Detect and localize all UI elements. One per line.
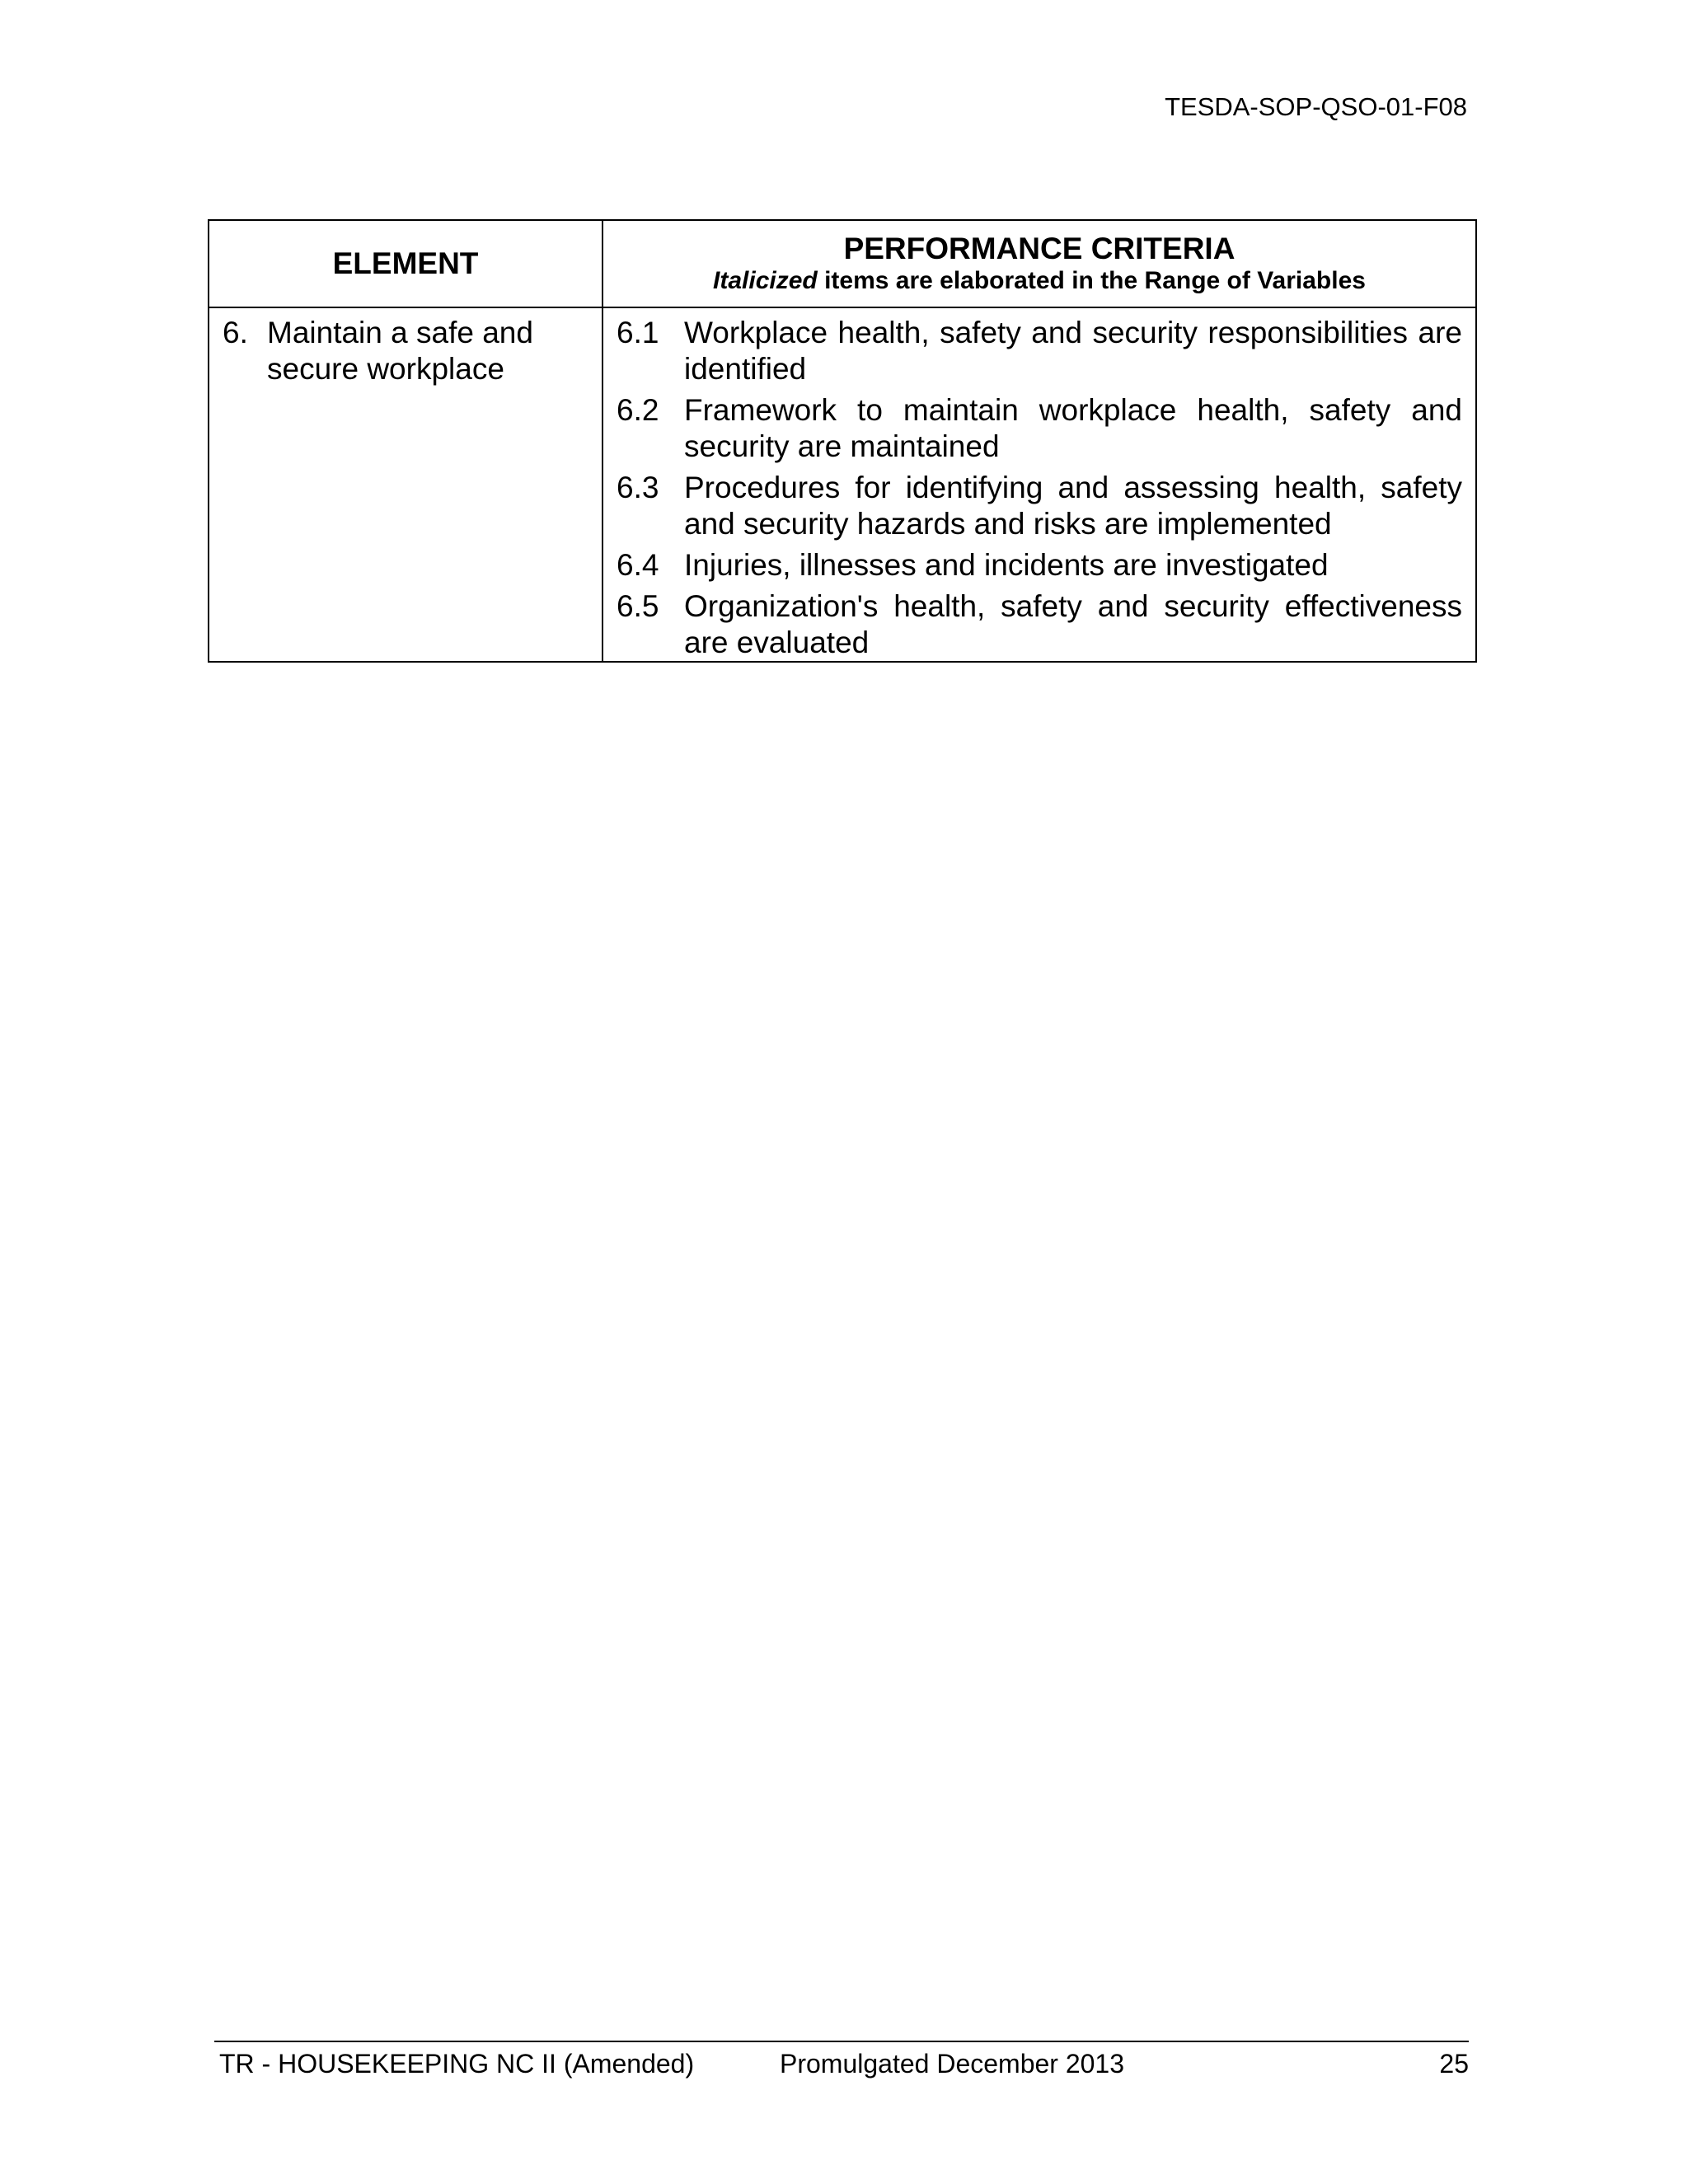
element-column-header: ELEMENT: [209, 220, 603, 307]
footer-promulgated: Promulgated December 2013: [780, 2049, 1125, 2079]
element-cell: [209, 307, 603, 662]
element-item: [223, 315, 590, 387]
criteria-number: 6.5: [617, 589, 659, 623]
element-number: 6.: [223, 316, 248, 349]
criteria-number: 6.3: [617, 471, 659, 504]
criteria-item: [617, 470, 1462, 542]
table-row: [209, 307, 1476, 662]
criteria-item: [617, 315, 1462, 387]
criteria-item: [617, 392, 1462, 465]
criteria-number: 6.4: [617, 548, 659, 582]
criteria-number: 6.1: [617, 316, 659, 349]
criteria-note-italic: Italicized: [713, 267, 818, 295]
footer-divider: [214, 2041, 1469, 2042]
criteria-column-header: [603, 220, 1476, 307]
criteria-text: Injuries, illnesses and incidents are investigated: [684, 548, 1329, 582]
criteria-cell: [603, 307, 1476, 662]
criteria-text: Organization's health, safety and security effectiveness are evaluated: [684, 589, 1462, 659]
criteria-note: [603, 267, 1475, 296]
criteria-item: [617, 547, 1462, 583]
element-text: Maintain a safe and secure workplace: [267, 316, 533, 386]
table-header-row: [209, 220, 1476, 307]
criteria-title: PERFORMANCE CRITERIA: [843, 232, 1236, 266]
page-number: 25: [1439, 2049, 1469, 2079]
criteria-text: Procedures for identifying and assessing health, safety and security hazards and risks are implemented: [684, 471, 1462, 541]
footer-title: TR - HOUSEKEEPING NC II (Amended): [219, 2049, 695, 2079]
criteria-text: Framework to maintain workplace health, safety and security are maintained: [684, 393, 1462, 463]
criteria-number: 6.2: [617, 393, 659, 427]
criteria-text: Workplace health, safety and security responsibilities are identified: [684, 316, 1462, 386]
competency-table: [208, 219, 1477, 663]
criteria-note-rest: items are elaborated in the Range of Variables: [817, 267, 1366, 295]
criteria-item: [617, 588, 1462, 661]
document-code: TESDA-SOP-QSO-01-F08: [1165, 92, 1467, 121]
